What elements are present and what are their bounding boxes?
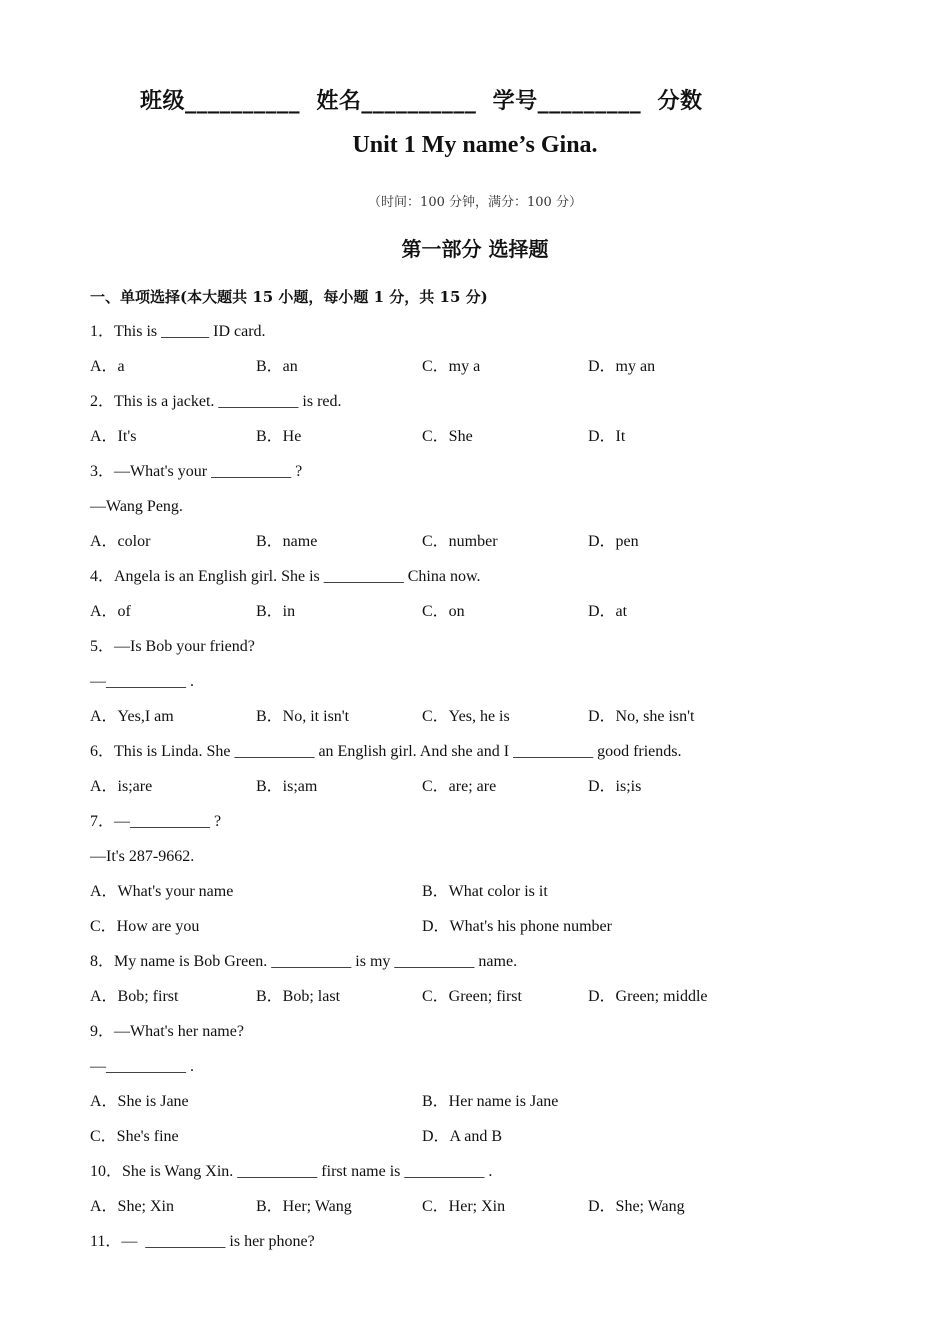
part-title: 第一部分 选择题 bbox=[401, 237, 549, 261]
answer-option: B．in bbox=[256, 603, 296, 620]
options-row bbox=[90, 419, 890, 454]
options-row bbox=[90, 349, 890, 384]
question-item bbox=[90, 1014, 890, 1154]
answer-option: A．It's bbox=[90, 428, 137, 445]
answer-option: C．are; are bbox=[422, 778, 497, 795]
answer-option: D．is;is bbox=[588, 778, 642, 795]
answer-option: A．a bbox=[90, 358, 125, 375]
answer-option: B．is;am bbox=[256, 778, 318, 795]
options-row bbox=[90, 909, 890, 944]
question-stem: 7．—__________ ? bbox=[90, 813, 222, 830]
question-item bbox=[90, 629, 890, 734]
question-stem: 6．This is Linda. She __________ an English girl. And she and I __________ good friends. bbox=[90, 743, 682, 760]
options-row bbox=[90, 874, 890, 909]
answer-option: C．Green; first bbox=[422, 988, 522, 1005]
options-row bbox=[90, 1119, 890, 1154]
question-item bbox=[90, 734, 890, 804]
answer-option: A．Bob; first bbox=[90, 988, 179, 1005]
question-item bbox=[90, 314, 890, 384]
question-item bbox=[90, 804, 890, 944]
answer-option: A．What's your name bbox=[90, 883, 234, 900]
answer-option: C．my a bbox=[422, 358, 481, 375]
question-dialogue-line: —__________ . bbox=[90, 673, 194, 690]
question-stem: 9．—What's her name? bbox=[90, 1023, 244, 1040]
answer-option: A．is;are bbox=[90, 778, 153, 795]
question-item bbox=[90, 944, 890, 1014]
options-row bbox=[90, 1189, 890, 1224]
answer-option: C．number bbox=[422, 533, 498, 550]
question-stem: 1．This is ______ ID card. bbox=[90, 323, 266, 340]
answer-option: B．name bbox=[256, 533, 318, 550]
options-row bbox=[90, 594, 890, 629]
question-stem: 3．—What's your __________ ? bbox=[90, 463, 303, 480]
answer-option: D．Green; middle bbox=[588, 988, 708, 1005]
answer-option: D．She; Wang bbox=[588, 1198, 685, 1215]
answer-option: D．No, she isn't bbox=[588, 708, 695, 725]
answer-option: A．color bbox=[90, 533, 151, 550]
question-dialogue-line: —Wang Peng. bbox=[90, 498, 183, 515]
question-stem: 2．This is a jacket. __________ is red. bbox=[90, 393, 342, 410]
options-row bbox=[90, 524, 890, 559]
answer-option: A．of bbox=[90, 603, 131, 620]
question-item bbox=[90, 384, 890, 454]
answer-option: C．How are you bbox=[90, 918, 200, 935]
answer-option: C．Yes, he is bbox=[422, 708, 510, 725]
section-title: 一、单项选择(本大题共 15 小题，每小题 1 分，共 15 分) bbox=[90, 288, 488, 306]
answer-option: D．at bbox=[588, 603, 628, 620]
question-stem: 5．—Is Bob your friend? bbox=[90, 638, 255, 655]
question-item bbox=[90, 1224, 890, 1259]
options-row bbox=[90, 769, 890, 804]
answer-option: A．Yes,I am bbox=[90, 708, 174, 725]
student-info-line: 班级__________ 姓名__________ 学号_________ 分数 bbox=[140, 88, 703, 114]
question-item bbox=[90, 454, 890, 559]
options-row bbox=[90, 699, 890, 734]
question-dialogue-line: —It's 287-9662. bbox=[90, 848, 195, 865]
answer-option: D．pen bbox=[588, 533, 639, 550]
answer-option: C．She's fine bbox=[90, 1128, 179, 1145]
answer-option: B．Her; Wang bbox=[256, 1198, 352, 1215]
options-row bbox=[90, 979, 890, 1014]
answer-option: B．an bbox=[256, 358, 298, 375]
page-title: Unit 1 My name’s Gina. bbox=[352, 132, 598, 158]
answer-option: A．She; Xin bbox=[90, 1198, 175, 1215]
answer-option: B．No, it isn't bbox=[256, 708, 350, 725]
answer-option: B．Her name is Jane bbox=[422, 1093, 559, 1110]
question-dialogue-line: —__________ . bbox=[90, 1058, 194, 1075]
answer-option: D．A and B bbox=[422, 1128, 503, 1145]
answer-option: C．on bbox=[422, 603, 465, 620]
answer-option: D．What's his phone number bbox=[422, 918, 612, 935]
options-row bbox=[90, 1084, 890, 1119]
question-stem: 4．Angela is an English girl. She is __________ China now. bbox=[90, 568, 481, 585]
answer-option: D．my an bbox=[588, 358, 656, 375]
answer-option: B．What color is it bbox=[422, 883, 548, 900]
question-stem: 11．— __________ is her phone? bbox=[90, 1233, 315, 1250]
answer-option: A．She is Jane bbox=[90, 1093, 189, 1110]
answer-option: C．She bbox=[422, 428, 473, 445]
question-item bbox=[90, 559, 890, 629]
question-stem: 8．My name is Bob Green. __________ is my __________ name. bbox=[90, 953, 518, 970]
answer-option: B．He bbox=[256, 428, 302, 445]
question-item bbox=[90, 1154, 890, 1224]
exam-time-note: （时间：100 分钟，满分：100 分） bbox=[368, 195, 582, 210]
answer-option: B．Bob; last bbox=[256, 988, 341, 1005]
answer-option: D．It bbox=[588, 428, 626, 445]
question-stem: 10．She is Wang Xin. __________ first name is __________ . bbox=[90, 1163, 493, 1180]
question-list bbox=[90, 314, 890, 1259]
answer-option: C．Her; Xin bbox=[422, 1198, 506, 1215]
